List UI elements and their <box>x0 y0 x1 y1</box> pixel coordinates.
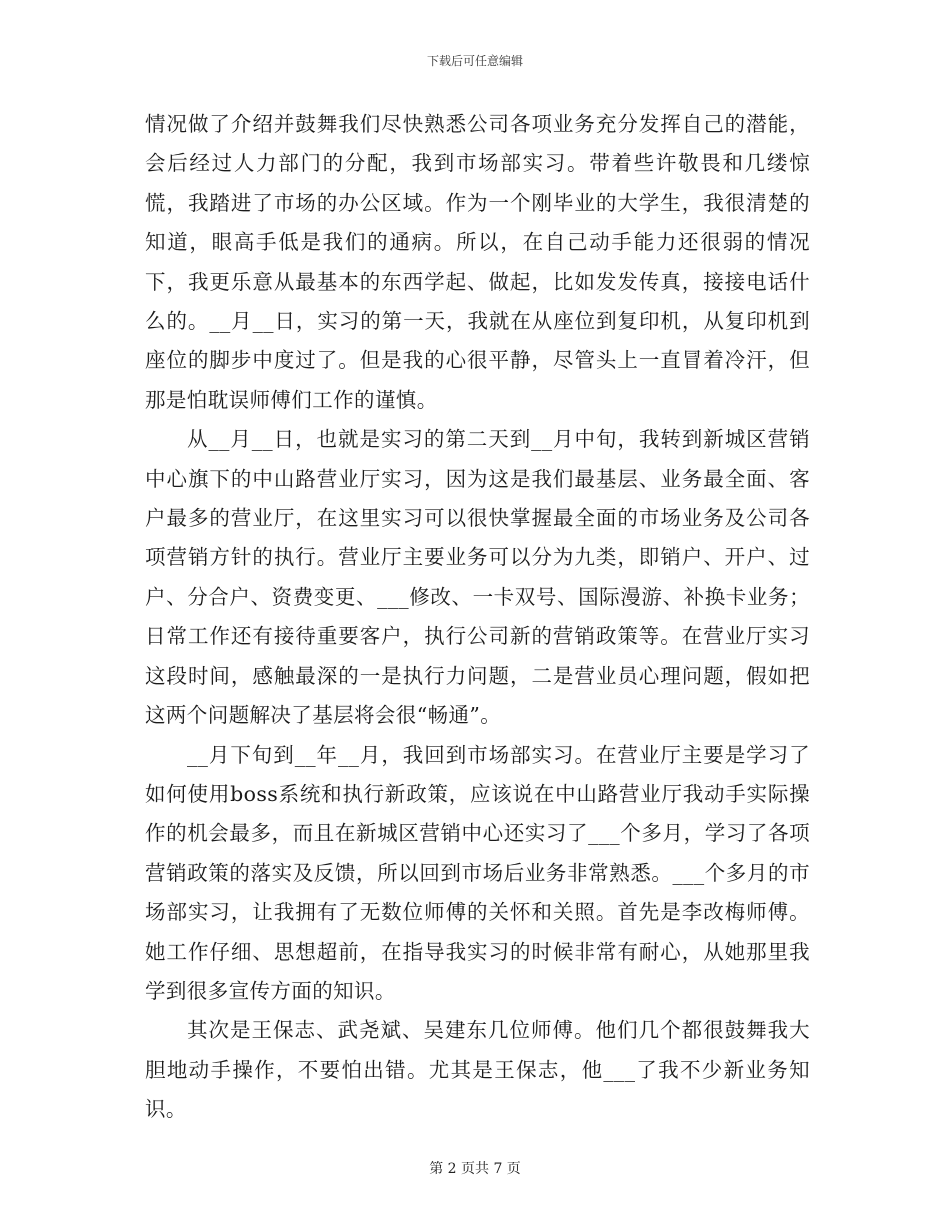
paragraph-continued: 情况做了介绍并鼓舞我们尽快熟悉公司各项业务充分发挥自己的潜能，会后经过人力部门的分配，我到市场部实习。带着些许敬畏和几缕惊慌，我踏进了市场的办公区域。作为一个刚毕业的大学生，我很清楚的知道，眼高手低是我们的通病。所以，在自己动手能力还很弱的情况下，我更乐意从最基本的东西学起、做起，比如发发传真，接接电话什么的。__月__日，实习的第一天，我就在从座位到复印机，从复印机到座位的脚步中度过了。但是我的心很平静，尽管头上一直冒着冷汗，但那是怕耽误师傅们工作的谨慎。 <box>145 112 810 412</box>
page-number: 第 2 页共 7 页 <box>429 1161 521 1177</box>
paragraph-market-department: __月下旬到__年__月，我回到市场部实习。在营业厅主要是学习了如何使用boss系统和执行新政策，应该说在中山路营业厅我动手实际操作的机会最多，而且在新城区营销中心还实习了___个多月，学习了各项营销政策的落实及反馈，所以回到市场后业务非常熟悉。___个多月的市场部实习，让我拥有了无数位师傅的关怀和关照。首先是李改梅师傅。她工作仔细、思想超前，在指导我实习的时候非常有耐心，从她那里我学到很多宣传方面的知识。 <box>145 742 810 1003</box>
document-body <box>145 105 810 1130</box>
paragraph-mentors: 其次是王保志、武尧斌、吴建东几位师傅。他们几个都很鼓舞我大胆地动手操作，不要怕出错。尤其是王保志，他___了我不少新业务知识。 <box>145 1018 810 1122</box>
page-header: 下载后可任意编辑 <box>426 54 523 68</box>
paragraph-business-hall: 从__月__日，也就是实习的第二天到__月中旬，我转到新城区营销中心旗下的中山路营业厅实习，因为这是我们最基层、业务最全面、客户最多的营业厅，在这里实习可以很快掌握最全面的市场业务及公司各项营销方针的执行。营业厅主要业务可以分为九类，即销户、开户、过户、分合户、资费变更、___修改、一卡双号、国际漫游、补换卡业务；日常工作还有接待重要客户，执行公司新的营销政策等。在营业厅实习这段时间，感触最深的一是执行力问题，二是营业员心理问题，假如把这两个问题解决了基层将会很“畅通”。 <box>145 427 810 728</box>
